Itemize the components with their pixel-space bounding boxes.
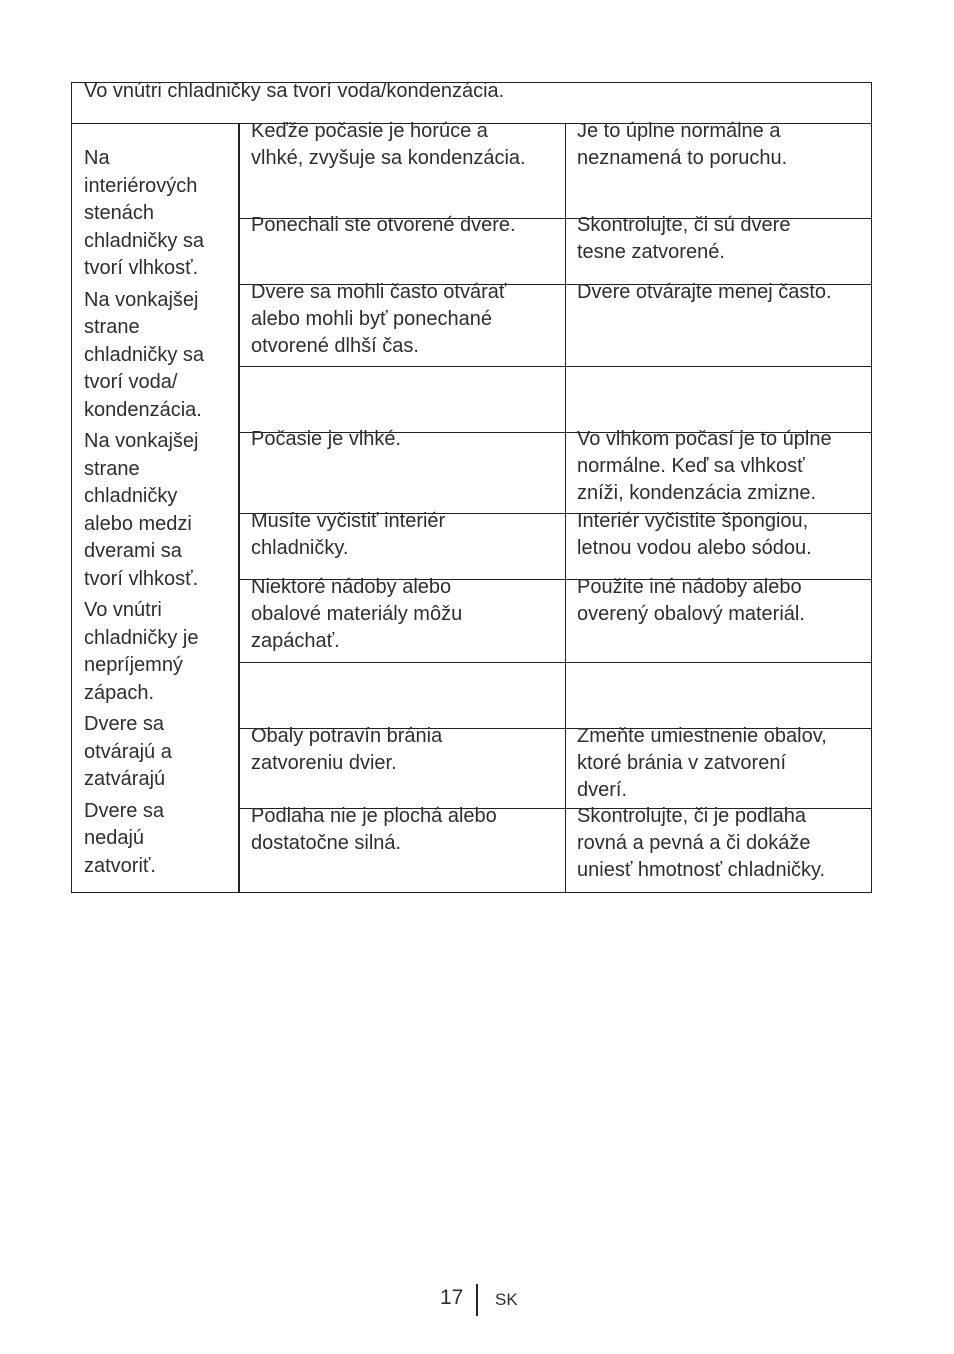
- remedy-cell: Skontrolujte, či sú dvere tesne zatvorené.: [577, 214, 791, 263]
- remedy-cell: Interiér vyčistite špongiou, letnou vodou alebo sódou.: [577, 510, 812, 559]
- remedy-cell: Použite iné nádoby alebo overený obalový materiál.: [577, 576, 805, 625]
- cause-cell: Keďže počasie je horúce a vlhké, zvyšuje sa kondenzácia.: [251, 120, 526, 169]
- symptom-text: Dvere sa otvárajú a zatvárajú: [84, 713, 172, 790]
- remedy-cell: Skontrolujte, či je podlaha rovná a pevná a či dokáže uniesť hmotnosť chladničky.: [577, 805, 826, 881]
- cause-cell: Obaly potravín bránia zatvoreniu dvier.: [251, 725, 443, 774]
- footer-separator: [476, 1284, 478, 1316]
- symptom-text: Dvere sa nedajú zatvoriť.: [84, 799, 165, 877]
- cause-cell: Niektoré nádoby alebo obalové materiály môžu zapáchať.: [251, 576, 463, 652]
- cause-cell: Podlaha nie je plochá alebo dostatočne silná.: [251, 805, 497, 854]
- remedy-cell: Dvere otvárajte menej často.: [577, 281, 832, 303]
- table-header-title: Vo vnútri chladničky sa tvorí voda/kondenzácia.: [84, 80, 505, 102]
- cause-cell: Dvere sa mohli často otvárať alebo mohli byť ponechané otvorené dlhší čas.: [251, 281, 507, 357]
- remedy-cell: Vo vlhkom počasí je to úplne normálne. Keď sa vlhkosť zníži, kondenzácia zmizne.: [577, 428, 832, 504]
- cause-cell: Musíte vyčistiť interiér chladničky.: [251, 510, 446, 559]
- symptom-text: Na interiérových stenách chladničky sa tvorí vlhkosť.: [84, 147, 205, 279]
- row-divider: [238, 662, 872, 663]
- symptom-column: [84, 145, 234, 884]
- page-number: 17: [440, 1286, 464, 1309]
- cause-cell: Ponechali ste otvorené dvere.: [251, 214, 516, 236]
- symptom-text: Na vonkajšej strane chladničky sa tvorí voda/ kondenzácia.: [84, 288, 205, 421]
- symptom-text: Na vonkajšej strane chladničky alebo medzi dverami sa tvorí vlhkosť.: [84, 430, 199, 590]
- language-code: SK: [495, 1290, 518, 1309]
- cause-cell: Počasie je vlhké.: [251, 428, 402, 450]
- symptom-column-divider: [238, 123, 240, 893]
- cause-remedy-divider: [565, 123, 566, 893]
- remedy-cell: Zmeňte umiestnenie obalov, ktoré bránia v zatvorení dverí.: [577, 725, 827, 801]
- symptom-text: Vo vnútri chladničky je nepríjemný zápach.: [84, 599, 199, 704]
- row-divider: [238, 366, 872, 367]
- remedy-cell: Je to úplne normálne a neznamená to poruchu.: [577, 120, 788, 169]
- page-footer: [0, 1286, 954, 1316]
